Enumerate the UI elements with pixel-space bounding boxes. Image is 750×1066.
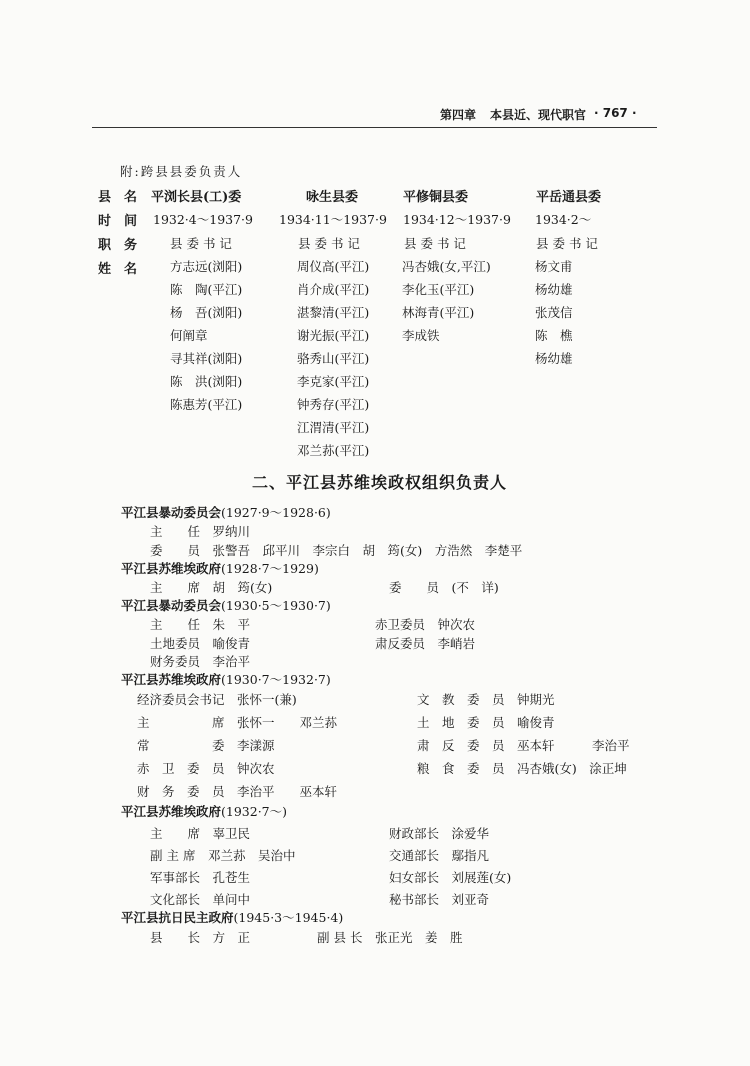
person-name: 邓兰荪(平江) xyxy=(297,443,370,458)
person-name: 湛黎清(平江) xyxy=(297,305,370,320)
county-period: 1934·11～1937·9 xyxy=(279,212,387,227)
role-line: 军事部长 孔苍生 xyxy=(150,870,251,885)
person-name: 林海青(平江) xyxy=(402,305,475,320)
person-name: 周仪高(平江) xyxy=(297,259,370,274)
header-rule xyxy=(92,127,657,128)
row-label-time: 时 间 xyxy=(98,214,138,229)
county-position: 县 委 书 记 xyxy=(298,236,360,251)
person-name: 李成铁 xyxy=(402,328,440,343)
county-position: 县 委 书 记 xyxy=(536,236,598,251)
role-line: 文化部长 单问中 xyxy=(150,892,251,907)
role-line: 委 员 张警吾 邱平川 李宗白 胡 筠(女) 方浩然 李楚平 xyxy=(150,543,523,558)
role-line: 财务委员 李治平 xyxy=(150,654,251,669)
person-name: 骆秀山(平江) xyxy=(297,351,370,366)
role-line: 肃反委员 李峭岩 xyxy=(375,636,476,651)
county-period: 1934·2～ xyxy=(535,212,592,227)
role-line: 主 任 朱 平 xyxy=(150,617,251,632)
county-period: 1934·12～1937·9 xyxy=(403,212,511,227)
role-line: 财 务 委 员 李治平 巫本轩 xyxy=(137,784,338,799)
person-name: 江渭清(平江) xyxy=(297,420,370,435)
county-name: 平浏长县(工)委 xyxy=(151,190,242,205)
county-position: 县 委 书 记 xyxy=(170,236,232,251)
group-heading: 平江县暴动委员会(1927·9～1928·6) xyxy=(121,505,331,520)
county-name: 平岳通县委 xyxy=(536,190,602,205)
row-label-names: 姓 名 xyxy=(98,262,138,277)
role-line: 财政部长 涂爱华 xyxy=(389,826,490,841)
person-name: 杨幼雄 xyxy=(535,351,573,366)
person-name: 陈 陶(平江) xyxy=(170,282,243,297)
role-line: 土地委员 喻俊青 xyxy=(150,636,251,651)
role-line: 文 教 委 员 钟期光 xyxy=(417,692,555,707)
person-name: 陈惠芳(平江) xyxy=(170,397,243,412)
person-name: 谢光振(平江) xyxy=(297,328,370,343)
group-heading: 平江县苏维埃政府(1928·7～1929) xyxy=(121,561,319,576)
group-heading: 平江县苏维埃政府(1930·7～1932·7) xyxy=(121,672,331,687)
role-line: 土 地 委 员 喻俊青 xyxy=(417,715,555,730)
group-heading: 平江县抗日民主政府(1945·3～1945·4) xyxy=(121,910,344,925)
row-label-county: 县 名 xyxy=(98,190,138,205)
person-name: 张茂信 xyxy=(535,305,573,320)
group-heading: 平江县暴动委员会(1930·5～1930·7) xyxy=(121,598,331,613)
county-period: 1932·4～1937·9 xyxy=(153,212,253,227)
role-line: 经济委员会书记 张怀一(兼) xyxy=(137,692,297,707)
person-name: 肖介成(平江) xyxy=(297,282,370,297)
role-line: 常 委 李漾源 xyxy=(137,738,275,753)
appendix-title: 附:跨县县委负责人 xyxy=(120,164,243,179)
county-name: 平修铜县委 xyxy=(403,190,469,205)
page-number: · 767 · xyxy=(594,106,637,120)
role-line: 赤 卫 委 员 钟次农 xyxy=(137,761,275,776)
role-line: 委 员 (不 详) xyxy=(389,580,499,595)
county-position: 县 委 书 记 xyxy=(404,236,466,251)
person-name: 杨文甫 xyxy=(535,259,573,274)
person-name: 李克家(平江) xyxy=(297,374,370,389)
county-name: 咏生县委 xyxy=(306,190,359,205)
person-name: 方志远(浏阳) xyxy=(170,259,243,274)
person-name: 杨 吾(浏阳) xyxy=(170,305,243,320)
row-label-position: 职 务 xyxy=(98,238,138,253)
role-line: 副 主 席 邓兰荪 吴治中 xyxy=(150,848,296,863)
role-line: 秘书部长 刘亚奇 xyxy=(389,892,490,907)
running-title: 本县近、现代职官 xyxy=(490,108,587,122)
person-name: 李化玉(平江) xyxy=(402,282,475,297)
section-title: 二、平江县苏维埃政权组织负责人 xyxy=(252,473,508,492)
chapter-label: 第四章 xyxy=(440,108,477,122)
role-line: 主 席 胡 筠(女) xyxy=(150,580,273,595)
group-heading: 平江县苏维埃政府(1932·7～) xyxy=(121,804,288,819)
person-name: 寻其祥(浏阳) xyxy=(170,351,243,366)
role-line: 妇女部长 刘展莲(女) xyxy=(389,870,512,885)
person-name: 钟秀存(平江) xyxy=(297,397,370,412)
person-name: 何阐章 xyxy=(170,328,208,343)
role-line: 交通部长 鄢指凡 xyxy=(389,848,490,863)
person-name: 陈 樵 xyxy=(535,328,573,343)
role-line: 县 长 方 正 xyxy=(150,930,251,945)
role-line: 副 县 长 张正光 姜 胜 xyxy=(317,930,463,945)
person-name: 陈 洪(浏阳) xyxy=(170,374,243,389)
role-line: 粮 食 委 员 冯杏娥(女) 涂正坤 xyxy=(417,761,627,776)
role-line: 肃 反 委 员 巫本轩 李治平 xyxy=(417,738,630,753)
person-name: 冯杏娥(女,平江) xyxy=(402,259,491,274)
role-line: 主 席 张怀一 邓兰荪 xyxy=(137,715,338,730)
role-line: 赤卫委员 钟次农 xyxy=(375,617,476,632)
role-line: 主 席 辜卫民 xyxy=(150,826,251,841)
person-name: 杨幼雄 xyxy=(535,282,573,297)
role-line: 主 任 罗纳川 xyxy=(150,524,251,539)
